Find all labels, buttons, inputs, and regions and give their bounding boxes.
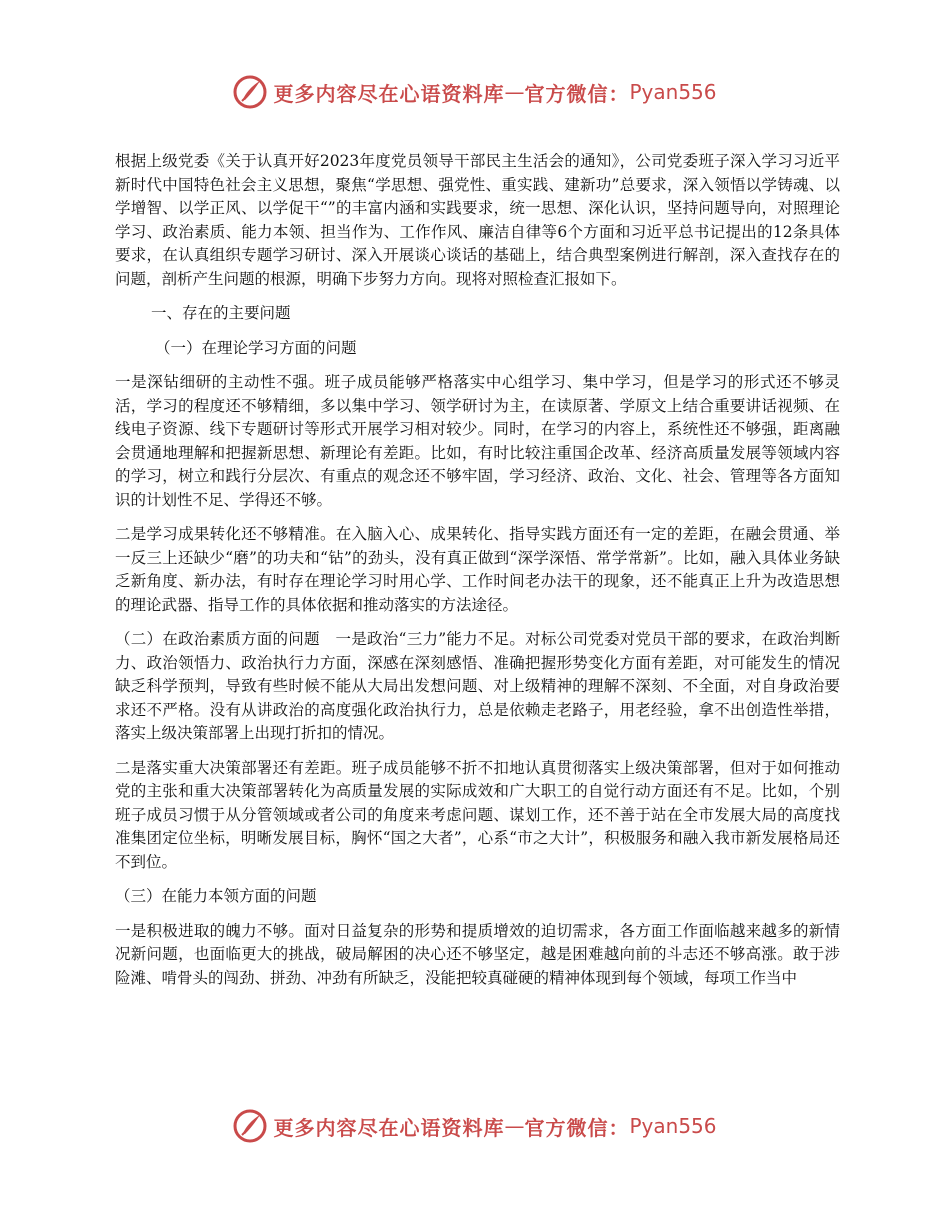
paragraph-theory-1: 一是深钻细研的主动性不强。班子成员能够严格落实中心组学习、集中学习，但是学习的形式还不够灵活，学习的程度还不够精细，多以集中学习、领学研讨为主，在读原著、学原文上结合重要讲话视频、在线电子资源、线下专题研讨等形式开展学习相对较少。同时，在学习的内容上，系统性还不够强，距离融会贯通地理解和把握新思想、新理论有差距。比如，有时比较注重国企改革、经济高质量发展等领域内容的学习，树立和践行分层次、有重点的观念还不够牢固，学习经济、政治、文化、社会、管理等各方面知识的计划性不足、学得还不够。 xyxy=(115,373,840,509)
banner-brand-text: 更多内容尽在心语资料库 xyxy=(273,81,505,106)
banner-separator: — xyxy=(504,80,525,104)
banner-wechat-id: Pyan556 xyxy=(629,80,717,104)
document-body xyxy=(115,150,840,990)
paragraph-political-1: （二）在政治素质方面的问题 一是政治“三力”能力不足。对标公司党委对党员干部的要求，在政治判断力、政治领悟力、政治执行力方面，深感在深刻感悟、准确把握形势变化方面有差距，对可能发生的情况缺乏科学预判，导致有些时候不能从大局出发想问题、对上级精神的理解不深刻、不全面，对自身政治要求还不严格。没有从讲政治的高度强化政治执行力，总是依赖走老路子，用老经验，拿不出创造性举措，落实上级决策部署上出现打折扣的情况。 xyxy=(115,630,840,742)
banner-separator: — xyxy=(504,1114,525,1138)
subsection-heading-ability: （三）在能力本领方面的问题 xyxy=(115,887,317,905)
quill-logo-icon xyxy=(233,75,267,109)
intro-paragraph: 根据上级党委《关于认真开好2023年度党员领导干部民主生活会的通知》，公司党委班子深入学习习近平新时代中国特色社会主义思想，聚焦“学思想、强党性、重实践、建新功”总要求，深入领悟以学铸魂、以学增智、以学正风、以学促干“”的丰富内涵和实践要求，统一思想、深化认识，坚持问题导向，对照理论学习、政治素质、能力本领、担当作为、工作作风、廉洁自律等6个方面和习近平总书记提出的12条具体要求，在认真组织专题学习研讨、深入开展谈心谈话的基础上，结合典型案例进行解剖，深入查找存在的问题，剖析产生问题的根源，明确下步努力方向。现将对照检查汇报如下。 xyxy=(115,152,840,288)
banner-wechat-id: Pyan556 xyxy=(629,1114,717,1138)
header-banner xyxy=(0,70,950,114)
subsection-heading-theory: （一）在理论学习方面的问题 xyxy=(155,338,357,357)
section-heading-1: 一、存在的主要问题 xyxy=(151,304,291,322)
paragraph-ability-1: 一是积极进取的魄力不够。面对日益复杂的形势和提质增效的迫切需求，各方面工作面临越来越多的新情况新问题，也面临更大的挑战，破局解困的决心还不够坚定，越是困难越向前的斗志还不够高涨。敢于涉险滩、啃骨头的闯劲、拼劲、冲劲有所缺乏，没能把较真碰硬的精神体现到每个领域，每项工作当中 xyxy=(115,921,840,987)
footer-banner xyxy=(0,1104,950,1148)
paragraph-theory-2: 二是学习成果转化还不够精准。在入脑入心、成果转化、指导实践方面还有一定的差距，在融会贯通、举一反三上还缺少“磨”的功夫和“钻”的劲头，没有真正做到“深学深悟、常学常新”。比如，融入具体业务缺乏新角度、新办法，有时存在理论学习时用心学、工作时间老办法干的现象，还不能真正上升为改造思想的理论武器、指导工作的具体依据和推动落实的方法途径。 xyxy=(115,525,840,614)
paragraph-political-2: 二是落实重大决策部署还有差距。班子成员能够不折不扣地认真贯彻落实上级决策部署，但对于如何推动党的主张和重大决策部署转化为高质量发展的实际成效和广大职工的自觉行动方面还有不足。比如，个别班子成员习惯于从分管领域或者公司的角度来考虑问题、谋划工作，还不善于站在全市发展大局的高度找准集团定位坐标，明晰发展目标，胸怀“国之大者”，心系“市之大计”，积极服务和融入我市新发展格局还不到位。 xyxy=(115,758,840,871)
quill-logo-icon xyxy=(233,1109,267,1143)
banner-wechat-label: 官方微信： xyxy=(524,81,630,106)
banner-wechat-label: 官方微信： xyxy=(524,1115,630,1140)
banner-brand-text: 更多内容尽在心语资料库 xyxy=(273,1115,505,1140)
